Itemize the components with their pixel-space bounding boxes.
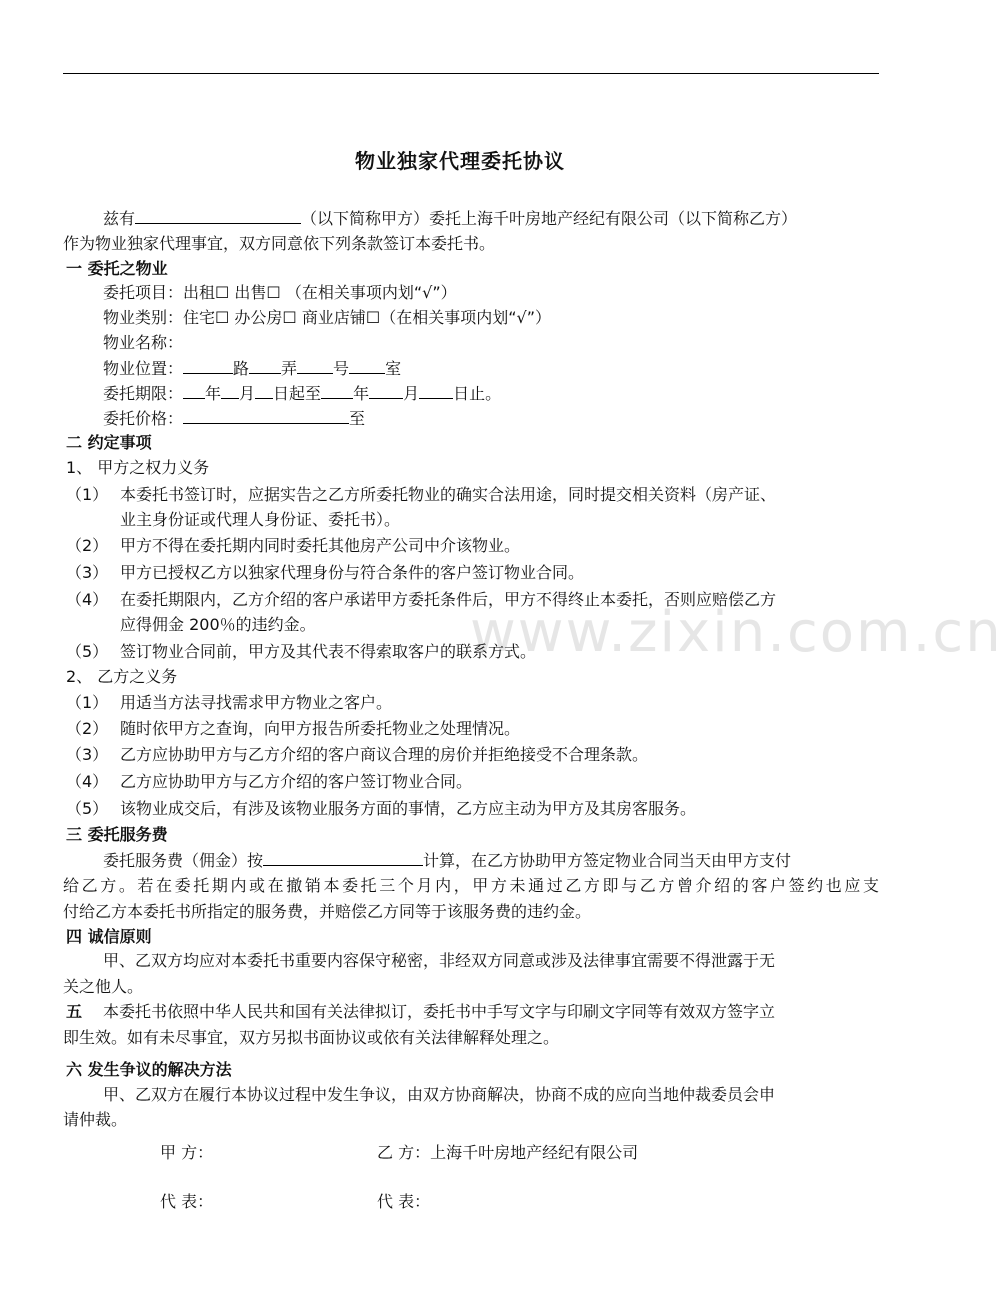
clause-b4-number: （4） xyxy=(66,772,109,791)
clause-a5-number: （5） xyxy=(66,642,109,661)
property-type-line: 物业类别：住宅☐ 办公房☐ 商业店铺☐（在相关事项内划“√”） xyxy=(103,308,551,327)
clause-a2-number: （2） xyxy=(66,536,109,555)
party-a-representative-label: 代 表： xyxy=(160,1192,214,1211)
room-label: 室 xyxy=(385,359,402,378)
law-line-1: 本委托书依照中华人民共和国有关法律拟订，委托书中手写文字与印刷文字同等有效双方签字立 xyxy=(103,1002,776,1021)
property-location-line xyxy=(103,358,401,379)
party-b-signature-label: 乙 方：上海千叶房地产经纪有限公司 xyxy=(377,1143,639,1162)
property-name-line: 物业名称： xyxy=(103,333,184,352)
price-label: 委托价格： xyxy=(103,409,184,428)
clause-b4: 乙方应协助甲方与乙方介绍的客户签订物业合同。 xyxy=(120,772,473,791)
clause-b5: 该物业成交后，有涉及该物业服务方面的事情，乙方应主动为甲方及其房客服务。 xyxy=(120,799,697,818)
watermark: www.zixin.com.cn xyxy=(470,600,1003,665)
intro-line-2: 作为物业独家代理事宜，双方同意依下列条款签订本委托书。 xyxy=(63,234,496,253)
clause-b2-number: （2） xyxy=(66,719,109,738)
clause-a4-line-2: 应得佣金 200％的违约金。 xyxy=(120,615,316,634)
section-6-heading: 六 发生争议的解决方法 xyxy=(66,1060,232,1079)
start-month-blank[interactable] xyxy=(221,383,239,399)
clause-b1: 用适当方法寻找需求甲方物业之客户。 xyxy=(120,693,393,712)
number-label: 号 xyxy=(333,359,350,378)
room-blank[interactable] xyxy=(349,358,385,374)
end-month-label: 月 xyxy=(403,384,420,403)
price-to-label: 至 xyxy=(349,409,366,428)
fee-line-2: 给乙方。若在委托期内或在撤销本委托三个月内，甲方未通过乙方即与乙方曾介绍的客户签约也应支 xyxy=(63,876,879,895)
location-label: 物业位置： xyxy=(103,359,184,378)
section-1-heading: 一 委托之物业 xyxy=(66,259,168,278)
party-a-duties-heading: 1、 甲方之权力义务 xyxy=(66,458,210,477)
integrity-line-1: 甲、乙双方均应对本委托书重要内容保守秘密，非经双方同意或涉及法律事宜需要不得泄露于无 xyxy=(103,951,776,970)
section-2-heading: 二 约定事项 xyxy=(66,433,152,452)
end-month-blank[interactable] xyxy=(369,383,403,399)
section-5-heading: 五 xyxy=(66,1002,83,1021)
clause-a3-number: （3） xyxy=(66,563,109,582)
road-blank[interactable] xyxy=(183,358,233,374)
from-label: 日起至 xyxy=(273,384,322,403)
intro-text: （以下简称甲方）委托上海千叶房地产经纪有限公司（以下简称乙方） xyxy=(301,209,798,228)
end-year-blank[interactable] xyxy=(321,383,353,399)
clause-b3: 乙方应协助甲方与乙方介绍的客户商议合理的房价并拒绝接受不合理条款。 xyxy=(120,745,649,764)
clause-a3: 甲方已授权乙方以独家代理身份与符合条件的客户签订物业合同。 xyxy=(120,563,585,582)
dispute-line-2: 请仲裁。 xyxy=(63,1110,128,1129)
year-label: 年 xyxy=(205,384,222,403)
entrust-item-line: 委托项目：出租☐ 出售☐ （在相关事项内划“√”） xyxy=(103,283,457,302)
fee-suffix: 计算，在乙方协助甲方签定物业合同当天由甲方支付 xyxy=(423,851,792,870)
clause-a1-line-2: 业主身份证或代理人身份证、委托书）。 xyxy=(120,510,401,529)
clause-b3-number: （3） xyxy=(66,745,109,764)
start-year-blank[interactable] xyxy=(183,383,205,399)
road-label: 路 xyxy=(233,359,250,378)
law-line-2: 即生效。如有未尽事宜，双方另拟书面协议或依有关法律解释处理之。 xyxy=(63,1028,560,1047)
fee-line-3: 付给乙方本委托书所指定的服务费，并赔偿乙方同等于该服务费的违约金。 xyxy=(63,902,592,921)
end-year-label: 年 xyxy=(353,384,370,403)
document-title: 物业独家代理委托协议 xyxy=(355,149,565,173)
party-a-signature-label: 甲 方： xyxy=(160,1143,214,1162)
clause-a1-line-1: 本委托书签订时，应据实告之乙方所委托物业的确实合法用途，同时提交相关资料（房产证、 xyxy=(120,485,777,504)
price-blank[interactable] xyxy=(183,408,349,424)
section-3-heading: 三 委托服务费 xyxy=(66,825,168,844)
period-label: 委托期限： xyxy=(103,384,184,403)
header-rule xyxy=(63,73,879,74)
end-day-blank[interactable] xyxy=(419,383,453,399)
end-label: 日止。 xyxy=(453,384,502,403)
dispute-line-1: 甲、乙双方在履行本协议过程中发生争议，由双方协商解决，协商不成的应向当地仲裁委员会申 xyxy=(103,1085,776,1104)
entrust-period-line xyxy=(103,383,501,404)
clause-b2: 随时依甲方之查询，向甲方报告所委托物业之处理情况。 xyxy=(120,719,521,738)
intro-prefix: 兹有 xyxy=(103,209,136,228)
lane-label: 弄 xyxy=(281,359,298,378)
integrity-line-2: 关之他人。 xyxy=(63,977,144,996)
clause-a4-line-1: 在委托期限内，乙方介绍的客户承诺甲方委托条件后，甲方不得终止本委托，否则应赔偿乙方 xyxy=(120,590,777,609)
month-label: 月 xyxy=(239,384,256,403)
party-a-name-blank[interactable] xyxy=(135,208,301,224)
fee-basis-blank[interactable] xyxy=(263,850,423,866)
fee-prefix: 委托服务费（佣金）按 xyxy=(103,851,264,870)
clause-b1-number: （1） xyxy=(66,693,109,712)
clause-a4-number: （4） xyxy=(66,590,109,609)
intro-line-1 xyxy=(103,208,797,229)
start-day-blank[interactable] xyxy=(255,383,273,399)
entrust-price-line xyxy=(103,408,365,429)
number-blank[interactable] xyxy=(297,358,333,374)
clause-a5: 签订物业合同前，甲方及其代表不得索取客户的联系方式。 xyxy=(120,642,537,661)
clause-b5-number: （5） xyxy=(66,799,109,818)
party-b-duties-heading: 2、 乙方之义务 xyxy=(66,667,178,686)
clause-a2: 甲方不得在委托期内同时委托其他房产公司中介该物业。 xyxy=(120,536,521,555)
section-4-heading: 四 诚信原则 xyxy=(66,927,152,946)
party-b-representative-label: 代 表： xyxy=(377,1192,431,1211)
clause-a1-number: （1） xyxy=(66,485,109,504)
lane-blank[interactable] xyxy=(249,358,281,374)
fee-line-1 xyxy=(103,850,791,871)
